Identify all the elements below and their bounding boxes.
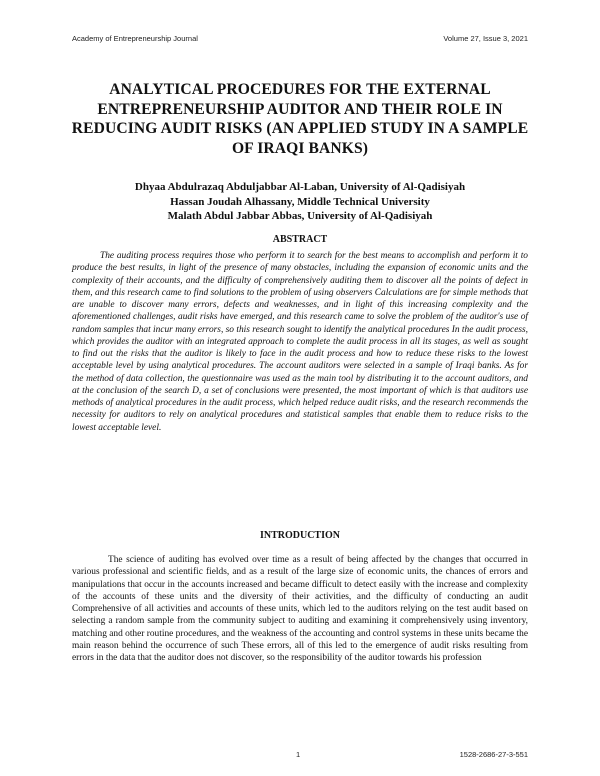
abstract-text: The auditing process requires those who perform it to search for the best means to accomplish and perform it to produce the best results, in light of the presence of many obstacles, including the expansion of economic units and the complexity of their accounts, and the difficulty of comprehensively auditing them to discover all the points of defect in them, and this research came to find solutions to the problem of using observers Calculations are for simple methods that are unable to discover many errors, defects and weaknesses, and in light of this increasing complexity and the aforementioned challenges, audit risks have emerged, and this research came to solve the problem of the auditor's use of random samples that incur many errors, so this research sought to identify the analytical procedures In the audit process, which provides the auditor with an integrated approach to complete the audit process in all its stages, as well as sought to find out the risks that the auditor is likely to face in the audit process and how to reduce these risks to the lowest acceptable level by using analytical procedures. The account auditors were selected in a sample of Iraqi banks. As for the method of data collection, the questionnaire was used as the main tool by distributing it to the account auditors, and at the conclusion of the search D, a set of conclusions were presented, the most important of which is that auditors use methods of analytical procedures in the audit process, which helped reduce audit risks, and the research recommends the necessity for auditors to rely on analytical procedures and statistical samples that enable them to reduce risks to the lowest acceptable level. xyxy=(72,251,528,433)
issn: 1528-2686-27-3-551 xyxy=(459,750,528,759)
abstract-heading: ABSTRACT xyxy=(272,234,328,245)
introduction-text: The science of auditing has evolved over time as a result of being affected by the changes that occurred in various professional and scientific fields, and as a result of the large size of economic units, the chances of errors and manipulations that occur in the accounts increased and became difficult to detect easily with the increase and complexity of the accounts of these units and the diversity of their activities, and the difficulty of conducting an audit Comprehensive of all activities and accounts of these units, which led to the auditors relying on the test audit based on selecting a random sample from the community subject to auditing and examining it comprehensively using inventory, matching and other routine procedures, and the weakness of the accounting and control systems in these units became the main reason behind the occurrence of such These errors, all of this led to the emergence of audit risks resulting from errors in the data that the auditor does not discover, so the responsibility of the auditor towards his profession xyxy=(72,555,528,663)
page-number: 1 xyxy=(296,750,301,759)
author-list xyxy=(60,180,540,224)
author-3: Malath Abdul Jabbar Abbas, University of Al-Qadisiyah xyxy=(167,210,433,222)
journal-name: Academy of Entrepreneurship Journal xyxy=(72,34,198,43)
paper-title: ANALYTICAL PROCEDURES FOR THE EXTERNAL ENTREPRENEURSHIP AUDITOR AND THEIR ROLE IN REDUCING AUDIT RISKS (AN APPLIED STUDY IN A SAMPLE OF IRAQI BANKS) xyxy=(71,81,529,157)
author-2: Hassan Joudah Alhassany, Middle Technical University xyxy=(170,195,430,208)
introduction-heading: INTRODUCTION xyxy=(259,530,340,541)
volume-issue: Volume 27, Issue 3, 2021 xyxy=(443,34,528,43)
author-1: Dhyaa Abdulrazaq Abduljabbar Al-Laban, University of Al-Qadisiyah xyxy=(134,181,466,193)
